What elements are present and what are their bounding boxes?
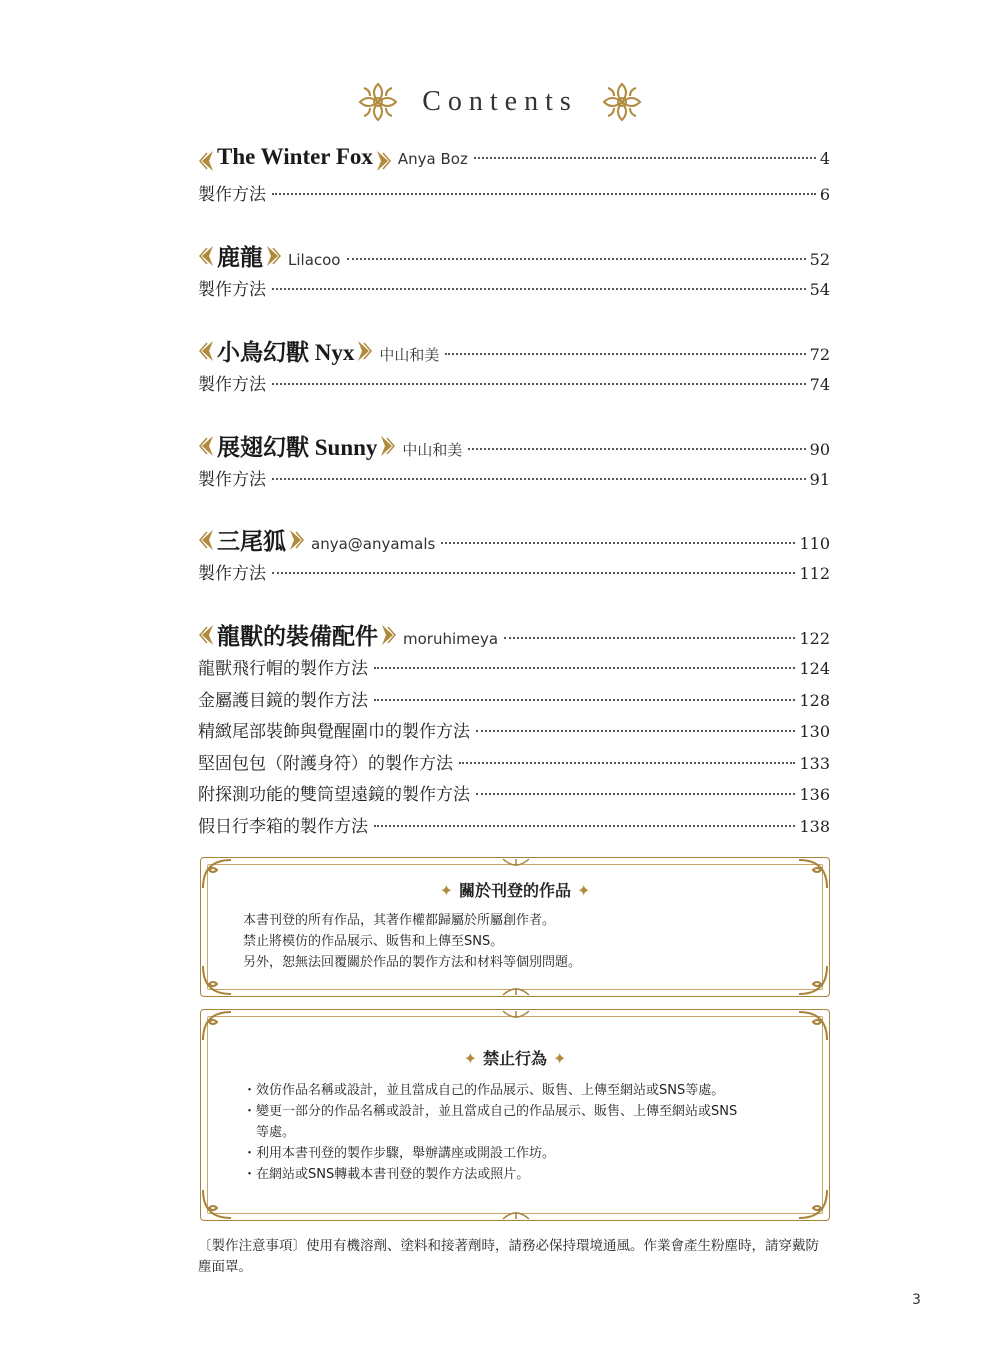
toc-sub-entry[interactable] xyxy=(198,559,830,587)
leader-dots xyxy=(272,383,806,385)
chevron-right-icon xyxy=(288,528,305,552)
sub-entry-page: 138 xyxy=(799,817,830,836)
toc-sub-entry[interactable] xyxy=(198,749,830,777)
corner-flourish-icon xyxy=(199,1008,235,1044)
corner-flourish-icon xyxy=(795,1186,831,1222)
sub-entry-page: 74 xyxy=(809,375,830,394)
corner-flourish-icon xyxy=(199,962,235,998)
production-notes: 〔製作注意事項〕使用有機溶劑、塗料和接著劑時，請務必保持環境通風。作業會產生粉塵時，請穿戴防塵面罩。 xyxy=(198,1238,819,1275)
toc-entry[interactable] xyxy=(198,523,830,557)
sub-entry-page: 112 xyxy=(799,564,830,583)
sub-entry-label: 製作方法 xyxy=(198,564,266,584)
bottom-ornament-icon xyxy=(501,985,531,997)
notice-line: 本書刊登的所有作品，其著作權都歸屬於所屬創作者。 xyxy=(243,913,556,928)
sparkle-icon: ✦ xyxy=(463,1049,477,1068)
entry-author: moruhimeya xyxy=(403,630,499,648)
ornament-right-icon xyxy=(600,80,644,124)
ornament-left-icon xyxy=(356,80,400,124)
toc-entry[interactable] xyxy=(198,239,830,273)
sub-entry-label: 金屬護目鏡的製作方法 xyxy=(198,691,368,711)
notice-line: ・利用本書刊登的製作步驟，舉辦講座或開設工作坊。 xyxy=(243,1146,556,1161)
leader-dots xyxy=(476,793,795,795)
chevron-left-icon xyxy=(198,244,215,268)
leader-dots xyxy=(272,478,806,480)
contents-heading xyxy=(0,80,1000,124)
entry-author: Anya Boz xyxy=(397,150,468,168)
sub-entry-label: 製作方法 xyxy=(198,185,266,205)
leader-dots xyxy=(347,258,806,260)
entry-author: 中山和美 xyxy=(402,441,463,459)
leader-dots xyxy=(445,353,805,355)
toc-sub-entry[interactable] xyxy=(198,370,830,398)
chevron-left-icon xyxy=(198,339,215,363)
toc-sub-entry[interactable] xyxy=(198,180,830,208)
sub-entry-page: 91 xyxy=(809,470,830,489)
sub-entry-page: 124 xyxy=(799,659,830,678)
sub-entry-label: 附探測功能的雙筒望遠鏡的製作方法 xyxy=(198,785,470,805)
sub-entry-page: 128 xyxy=(799,691,830,710)
chevron-left-icon xyxy=(198,528,215,552)
entry-author: anya@anyamals xyxy=(311,535,436,553)
notice-line: ・效仿作品名稱或設計，並且當成自己的作品展示、販售、上傳至網站或SNS等處。 xyxy=(243,1083,725,1098)
sparkle-icon: ✦ xyxy=(439,881,453,900)
notice-title xyxy=(201,878,829,901)
entry-title: 龍獸的裝備配件 xyxy=(217,624,378,649)
notice-box-published-works xyxy=(200,857,830,997)
entry-title: 三尾狐 xyxy=(217,529,286,554)
entry-title: The Winter Fox xyxy=(217,144,373,169)
sub-entry-page: 136 xyxy=(799,785,830,804)
leader-dots xyxy=(272,288,806,290)
toc-entry[interactable] xyxy=(198,144,830,178)
toc-entry[interactable] xyxy=(198,334,830,368)
toc-entry[interactable] xyxy=(198,618,830,652)
entry-title: 小鳥幻獸 Nyx xyxy=(217,340,355,365)
notice-line: 等處。 xyxy=(243,1125,296,1140)
toc-entry[interactable] xyxy=(198,429,830,463)
sub-entry-label: 製作方法 xyxy=(198,470,266,490)
entry-author: Lilacoo xyxy=(288,251,341,269)
sub-entry-page: 54 xyxy=(809,280,830,299)
entry-page: 4 xyxy=(819,149,830,168)
corner-flourish-icon xyxy=(199,1186,235,1222)
corner-flourish-icon xyxy=(795,1008,831,1044)
leader-dots xyxy=(459,762,795,764)
chevron-right-icon xyxy=(379,434,396,458)
notice-line: ・在網站或SNS轉載本書刊登的製作方法或照片。 xyxy=(243,1167,530,1182)
notice-body xyxy=(243,1080,737,1185)
toc-sub-entry[interactable] xyxy=(198,465,830,493)
sub-entry-label: 堅固包包（附護身符）的製作方法 xyxy=(198,754,453,774)
entry-title: 展翅幻獸 Sunny xyxy=(217,435,378,460)
notice-line: 另外，恕無法回覆關於作品的製作方法和材料等個別問題。 xyxy=(243,955,582,970)
sub-entry-page: 130 xyxy=(799,722,830,741)
leader-dots xyxy=(374,825,795,827)
chevron-right-icon xyxy=(356,339,373,363)
entry-title: 鹿龍 xyxy=(217,245,263,270)
entry-page: 90 xyxy=(809,440,830,459)
page-number: 3 xyxy=(912,1292,921,1308)
page-title: Contents xyxy=(422,86,578,117)
notice-title xyxy=(201,1046,829,1069)
entry-page: 110 xyxy=(799,534,830,553)
leader-dots xyxy=(468,448,805,450)
leader-dots xyxy=(272,572,795,574)
notice-title-text: 關於刊登的作品 xyxy=(458,881,571,900)
leader-dots xyxy=(441,542,795,544)
toc-sub-entry[interactable] xyxy=(198,686,830,714)
chevron-left-icon xyxy=(198,149,215,173)
entry-author: 中山和美 xyxy=(379,346,440,364)
sub-entry-label: 製作方法 xyxy=(198,375,266,395)
leader-dots xyxy=(504,637,795,639)
sub-entry-page: 133 xyxy=(799,754,830,773)
notice-line: ・變更一部分的作品名稱或設計，並且當成自己的作品展示、販售、上傳至網站或SNS xyxy=(243,1104,738,1119)
chevron-left-icon xyxy=(198,434,215,458)
sparkle-icon: ✦ xyxy=(577,881,591,900)
top-ornament-icon xyxy=(501,857,531,869)
toc-sub-entry[interactable] xyxy=(198,654,830,682)
chevron-right-icon xyxy=(265,244,282,268)
entry-page: 72 xyxy=(809,345,830,364)
leader-dots xyxy=(476,730,795,732)
leader-dots xyxy=(474,157,816,159)
bottom-ornament-icon xyxy=(501,1209,531,1221)
toc-sub-entry[interactable] xyxy=(198,780,830,808)
chevron-left-icon xyxy=(198,623,215,647)
sub-entry-label: 假日行李箱的製作方法 xyxy=(198,817,368,837)
entry-page: 122 xyxy=(799,629,830,648)
notice-box-prohibited-acts xyxy=(200,1009,830,1221)
leader-dots xyxy=(272,193,816,195)
corner-flourish-icon xyxy=(795,962,831,998)
sub-entry-label: 精緻尾部裝飾與覺醒圍巾的製作方法 xyxy=(198,722,470,742)
sparkle-icon: ✦ xyxy=(553,1049,567,1068)
notice-title-text: 禁止行為 xyxy=(482,1049,547,1068)
sub-entry-page: 6 xyxy=(819,185,830,204)
top-ornament-icon xyxy=(501,1009,531,1021)
notice-body xyxy=(243,910,581,973)
entry-page: 52 xyxy=(809,250,830,269)
sub-entry-label: 製作方法 xyxy=(198,280,266,300)
leader-dots xyxy=(374,699,795,701)
toc-sub-entry[interactable] xyxy=(198,275,830,303)
leader-dots xyxy=(374,667,795,669)
chevron-right-icon xyxy=(380,623,397,647)
toc-sub-entry[interactable] xyxy=(198,812,830,840)
toc-sub-entry[interactable] xyxy=(198,717,830,745)
sub-entry-label: 龍獸飛行帽的製作方法 xyxy=(198,659,368,679)
notice-line: 禁止將模仿的作品展示、販售和上傳至SNS。 xyxy=(243,934,504,949)
chevron-right-icon xyxy=(375,149,392,173)
